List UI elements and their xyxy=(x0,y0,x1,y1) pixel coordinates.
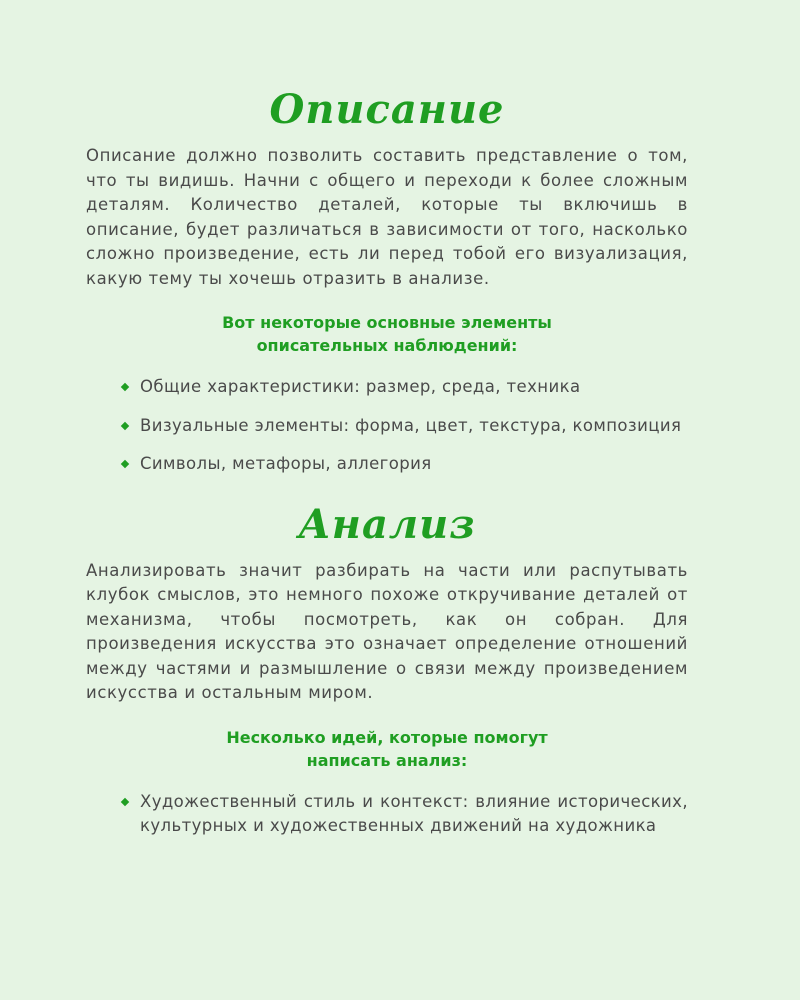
diamond-bullet-icon xyxy=(121,797,129,805)
list-item-text: Художественный стиль и контекст: влияние исторических, культурных и художественных движений на художника xyxy=(140,791,688,835)
list-item xyxy=(120,414,688,439)
description-subheading xyxy=(86,311,688,357)
description-list xyxy=(86,375,688,477)
description-title: Описание xyxy=(269,86,505,133)
analysis-list xyxy=(86,790,688,839)
analysis-subheading-line1: Несколько идей, которые помогут xyxy=(226,727,548,747)
description-subheading-line1: Вот некоторые основные элементы xyxy=(222,313,552,332)
description-subheading-line2: описательных наблюдений: xyxy=(256,336,518,355)
list-item xyxy=(120,452,688,477)
analysis-subheading-line2: написать анализ: xyxy=(306,750,468,770)
list-item xyxy=(120,790,688,839)
description-paragraph: Описание должно позволить составить представление о том, что ты видишь. Начни с общего и переходи к более сложным деталям. Количество деталей, которые ты включишь в описание, будет различаться в зависимости от того, насколько сложно произведение, есть ли перед тобой его визуализация, какую тему ты хочешь отразить в анализе. xyxy=(86,146,688,288)
analysis-paragraph: Анализировать значит разбирать на части или распутывать клубок смыслов, это немного похоже откручивание деталей от механизма, чтобы посмотреть, как он собран. Для произведения искусства это означает определение отношений между частями и размышление о связи между произведением искусства и остальным миром. xyxy=(86,560,688,702)
analysis-subheading xyxy=(86,726,688,772)
list-item-text: Общие характеристики: размер, среда, техника xyxy=(140,377,581,396)
diamond-bullet-icon xyxy=(121,421,129,429)
list-item-text: Визуальные элементы: форма, цвет, текстура, композиция xyxy=(140,415,682,435)
document-page xyxy=(86,84,688,853)
diamond-bullet-icon xyxy=(121,383,129,391)
list-item-text: Символы, метафоры, аллегория xyxy=(140,454,432,473)
list-item xyxy=(120,375,688,400)
analysis-title: Анализ xyxy=(298,500,476,548)
diamond-bullet-icon xyxy=(121,460,129,468)
